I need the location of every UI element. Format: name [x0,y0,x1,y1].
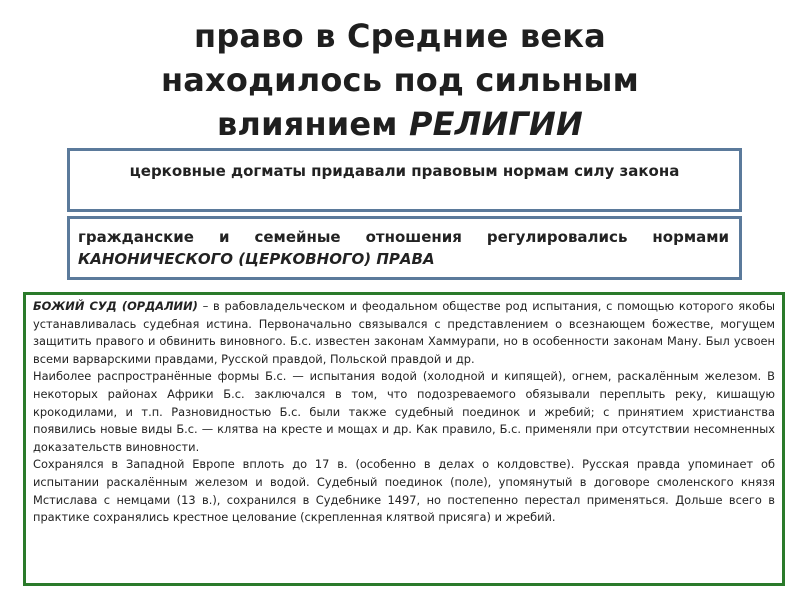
church-dogma-box [67,148,742,212]
title-line-3 [40,102,760,146]
title-line-3-text: влиянием [216,105,409,143]
slide-title [40,14,760,146]
church-dogma-text: церковные догматы придавали правовым нормам силу закона [129,162,680,180]
article-paragraph-1 [33,298,775,368]
canon-law-emphasis: КАНОНИЧЕСКОГО (ЦЕРКОВНОГО) ПРАВА [78,250,435,268]
title-line-2: находилось под сильным [160,61,640,99]
article-paragraph-3: Сохранялся в Западной Европе вплоть до 17 в. (особенно в делах о колдовстве). Русская правда упоминает об испытании раскалённым железом и водой. Судебный поединок (поле), упомянутый в договоре смоленского князя Мстислава с немцами (13 в.), сохранился в Судебнике 1497, но постепенно перестал применяться. Дольше всего в практике сохранялись крестное целование (скрепленная клятвой присяга) и жребий. [33,457,775,525]
ordeal-article [23,292,785,586]
article-term: БОЖИЙ СУД (ОРДАЛИИ) [33,299,198,313]
title-line-1: право в Средние века [194,17,606,55]
canon-law-text: гражданские и семейные отношения регулировались нормами [78,228,729,246]
canon-law-box [67,216,742,280]
article-paragraph-2: Наиболее распространённые формы Б.с. — испытания водой (холодной и кипящей), огнем, раскалённым железом. В некоторых районах Африки Б.с. заключался в том, что подозреваемого обязывали переплыть реку, кишащую крокодилами, и т.п. Разновидностью Б.с. были также судебный поединок и жребий; с принятием христианства появились новые виды Б.с. — клятва на кресте и мощах и др. Как правило, Б.с. применяли при отсутствии несомненных доказательств виновности. [33,369,775,454]
article-paragraph-1-text: – в рабовладельческом и феодальном обществе род испытания, с помощью которого якобы устанавливалась судебная истина. Первоначально связывался с представлением о всезнающем божестве, могущем защитить правого и обвинить виновного. Б.с. известен законам Хаммурапи, но в особенности законам Ману. Был усвоен всеми варварскими правдами, Русской правдой, Польской правдой и др. [33,299,775,366]
title-emphasis: РЕЛИГИИ [408,105,584,143]
